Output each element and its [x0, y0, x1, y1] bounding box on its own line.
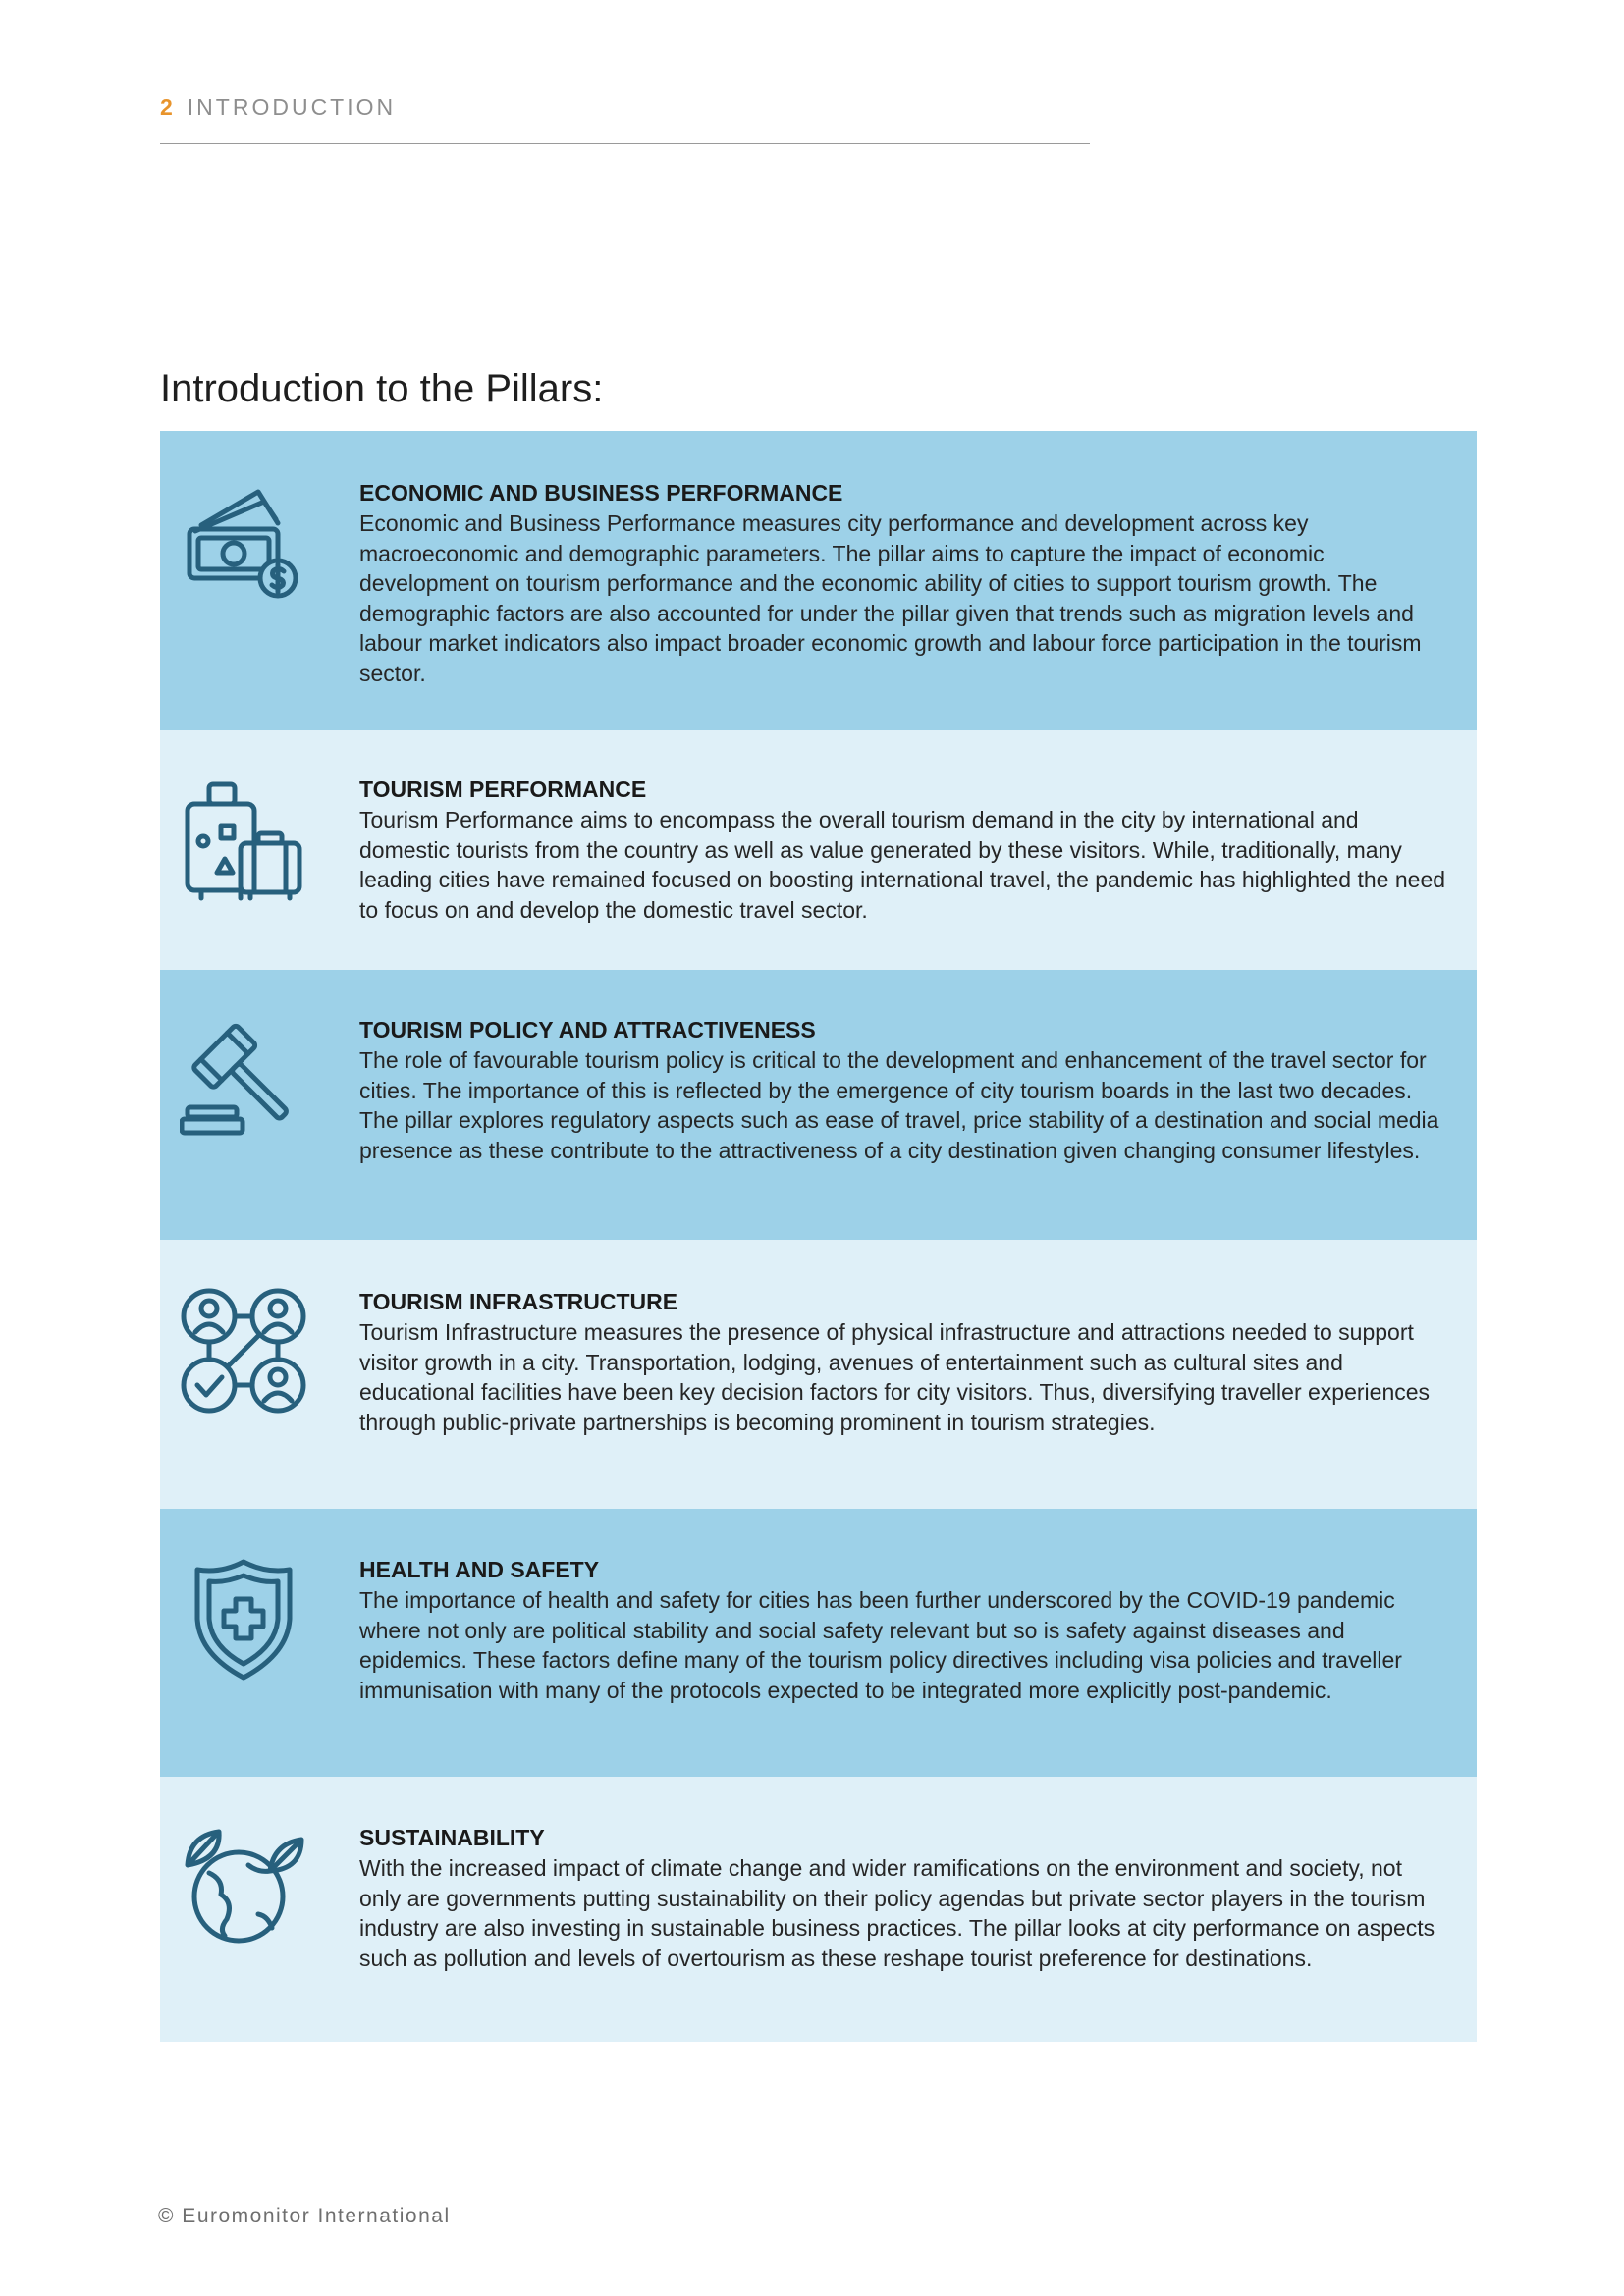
- copyright-footer: © Euromonitor International: [158, 2205, 451, 2227]
- pillar-sustainability: [160, 1777, 1477, 2042]
- pillar-health-safety: [160, 1509, 1477, 1777]
- pillar-tourism-performance: [160, 730, 1477, 970]
- pillar-tourism-infrastructure: [160, 1240, 1477, 1509]
- pillar-description: The role of favourable tourism policy is critical to the development and enhancement of the travel sector for cities. The importance of this is reflected by the emergence of city tourism boards in the last two decades. The pillar explores regulatory aspects such as ease of travel, price stability of a destination and social media presence as these contribute to the attractiveness of a city destination given changing consumer lifestyles.: [359, 1047, 1439, 1163]
- pillar-title: HEALTH AND SAFETY: [359, 1557, 600, 1582]
- page-title: Introduction to the Pillars:: [160, 367, 604, 410]
- page-number: 2: [160, 94, 174, 120]
- page-header: [160, 94, 1090, 144]
- pillar-description: With the increased impact of climate change and wider ramifications on the environment and society, not only are governments putting sustainability on their policy agendas but private sector players in the tourism industry are also investing in sustainable business practices. The pillar looks at city performance on aspects such as pollution and levels of overtourism as these reshape tourist preference for destinations.: [359, 1855, 1435, 1971]
- section-label: INTRODUCTION: [187, 94, 397, 120]
- pillar-tourism-policy: [160, 970, 1477, 1240]
- gavel-icon: [180, 1013, 307, 1141]
- pillar-title: TOURISM PERFORMANCE: [359, 776, 647, 802]
- pillar-economic-business: [160, 431, 1477, 730]
- shield-cross-icon: [180, 1556, 307, 1683]
- pillar-description: The importance of health and safety for cities has been further underscored by the COVID-19 pandemic where not only are political stability and social safety relevant but so is safety against diseases and epidemics. These factors define many of the tourism policy directives including visa policies and traveller immunisation with many of the protocols expected to be integrated more explicitly post-pandemic.: [359, 1587, 1402, 1703]
- pillar-title: SUSTAINABILITY: [359, 1825, 545, 1850]
- pillar-description: Tourism Infrastructure measures the presence of physical infrastructure and attractions needed to support visitor growth in a city. Transportation, lodging, avenues of entertainment such as cultural sites and educational facilities have been key decision factors for city visitors. Thus, diversifying traveller experiences through public-private partnerships is becoming prominent in tourism strategies.: [359, 1319, 1431, 1435]
- luggage-icon: [180, 776, 307, 904]
- money-icon: [180, 480, 307, 608]
- pillar-title: ECONOMIC AND BUSINESS PERFORMANCE: [359, 480, 843, 506]
- eco-globe-icon: [180, 1826, 307, 1953]
- pillars-list: [160, 431, 1477, 2042]
- pillar-title: TOURISM POLICY AND ATTRACTIVENESS: [359, 1017, 816, 1042]
- pillar-description: Tourism Performance aims to encompass the overall tourism demand in the city by international and domestic tourists from the country as well as value generated by these visitors. While, traditionally, many leading cities have remained focused on boosting international travel, the pandemic has highlighted the need to focus on and develop the domestic travel sector.: [359, 807, 1446, 923]
- pillar-description: Economic and Business Performance measures city performance and development across key macroeconomic and demographic parameters. The pillar aims to capture the impact of economic development on tourism performance and the economic ability of cities to support tourism growth. The demographic factors are also accounted for under the pillar given that trends such as migration levels and labour market indicators also impact broader economic growth and labour force participation in the tourism sector.: [359, 510, 1422, 686]
- people-network-icon: [180, 1287, 307, 1415]
- pillar-title: TOURISM INFRASTRUCTURE: [359, 1289, 678, 1314]
